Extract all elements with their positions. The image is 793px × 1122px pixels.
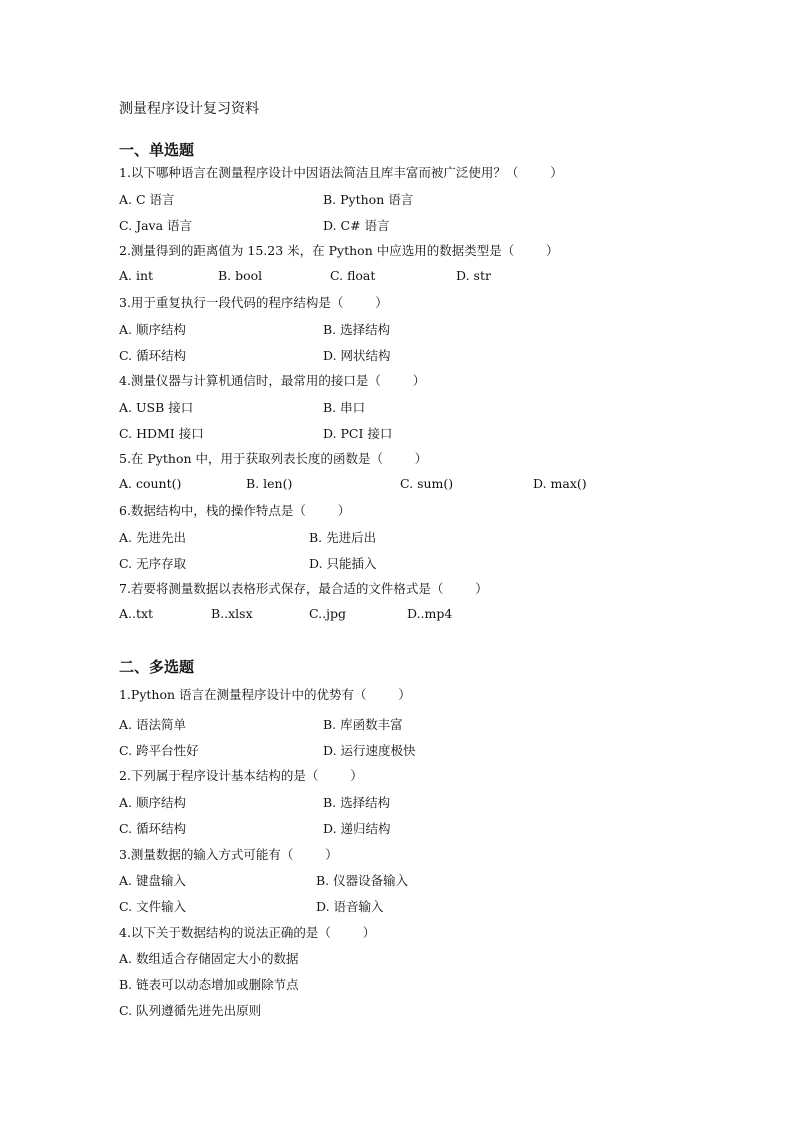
option-a: A..txt [119, 606, 154, 621]
option-b: B. 链表可以动态增加或删除节点 [119, 977, 299, 992]
option-b: B. 选择结构 [323, 322, 391, 337]
option-c: C. HDMI 接口 [119, 426, 204, 441]
option-b: B. 仪器设备输入 [316, 873, 409, 888]
option-c: C. 文件输入 [119, 899, 187, 914]
question-text: 3.用于重复执行一段代码的程序结构是（ ） [119, 295, 388, 310]
option-b: B. 先进后出 [309, 530, 377, 545]
option-c: C. 队列遵循先进先出原则 [119, 1003, 262, 1018]
option-c: C. Java 语言 [119, 218, 193, 233]
option-d: D. 运行速度极快 [323, 743, 416, 758]
option-b: B. bool [218, 268, 263, 283]
option-b: B. Python 语言 [323, 192, 414, 207]
section-heading-multiple-choice: 二、多选题 [119, 658, 195, 676]
option-c: C. 跨平台性好 [119, 743, 199, 758]
option-d: D..mp4 [407, 606, 453, 621]
option-b: B. 库函数丰富 [323, 717, 403, 732]
option-a: A. 数组适合存储固定大小的数据 [119, 951, 299, 966]
option-a: A. int [119, 268, 154, 283]
option-c: C. 无序存取 [119, 556, 187, 571]
option-a: A. 先进先出 [119, 530, 186, 545]
question-text: 2.测量得到的距离值为 15.23 米，在 Python 中应选用的数据类型是（ ） [119, 243, 559, 258]
option-a: A. 语法简单 [119, 717, 186, 732]
option-a: A. USB 接口 [119, 400, 194, 415]
option-b: B. 选择结构 [323, 795, 391, 810]
question-text: 7.若要将测量数据以表格形式保存，最合适的文件格式是（ ） [119, 581, 488, 596]
question-text: 2.下列属于程序设计基本结构的是（ ） [119, 768, 363, 783]
option-c: C. float [330, 268, 376, 283]
option-b: B. 串口 [323, 400, 366, 415]
option-d: D. 递归结构 [323, 821, 391, 836]
option-c: C..jpg [309, 606, 346, 621]
option-a: A. C 语言 [119, 192, 175, 207]
option-c: C. 循环结构 [119, 348, 187, 363]
question-text: 4.测量仪器与计算机通信时，最常用的接口是（ ） [119, 373, 426, 388]
option-c: C. 循环结构 [119, 821, 187, 836]
option-a: A. 顺序结构 [119, 795, 186, 810]
option-b: B..xlsx [211, 606, 253, 621]
option-a: A. 顺序结构 [119, 322, 186, 337]
question-text: 1.Python 语言在测量程序设计中的优势有（ ） [119, 687, 411, 702]
option-c: C. sum() [400, 476, 454, 491]
question-text: 6.数据结构中，栈的操作特点是（ ） [119, 503, 351, 518]
option-d: D. 语音输入 [316, 899, 384, 914]
question-text: 4.以下关于数据结构的说法正确的是（ ） [119, 925, 376, 940]
option-d: D. C# 语言 [323, 218, 390, 233]
option-d: D. max() [533, 476, 587, 491]
option-b: B. len() [246, 476, 293, 491]
option-d: D. PCI 接口 [323, 426, 393, 441]
option-d: D. 网状结构 [323, 348, 391, 363]
option-a: A. 键盘输入 [119, 873, 186, 888]
question-text: 3.测量数据的输入方式可能有（ ） [119, 847, 338, 862]
question-text: 1.以下哪种语言在测量程序设计中因语法简洁且库丰富而被广泛使用？（ ） [119, 165, 563, 180]
option-d: D. str [456, 268, 491, 283]
option-a: A. count() [119, 476, 182, 491]
section-heading-single-choice: 一、单选题 [119, 141, 195, 159]
document-title: 测量程序设计复习资料 [119, 101, 259, 117]
option-d: D. 只能插入 [309, 556, 377, 571]
question-text: 5.在 Python 中，用于获取列表长度的函数是（ ） [119, 451, 428, 466]
